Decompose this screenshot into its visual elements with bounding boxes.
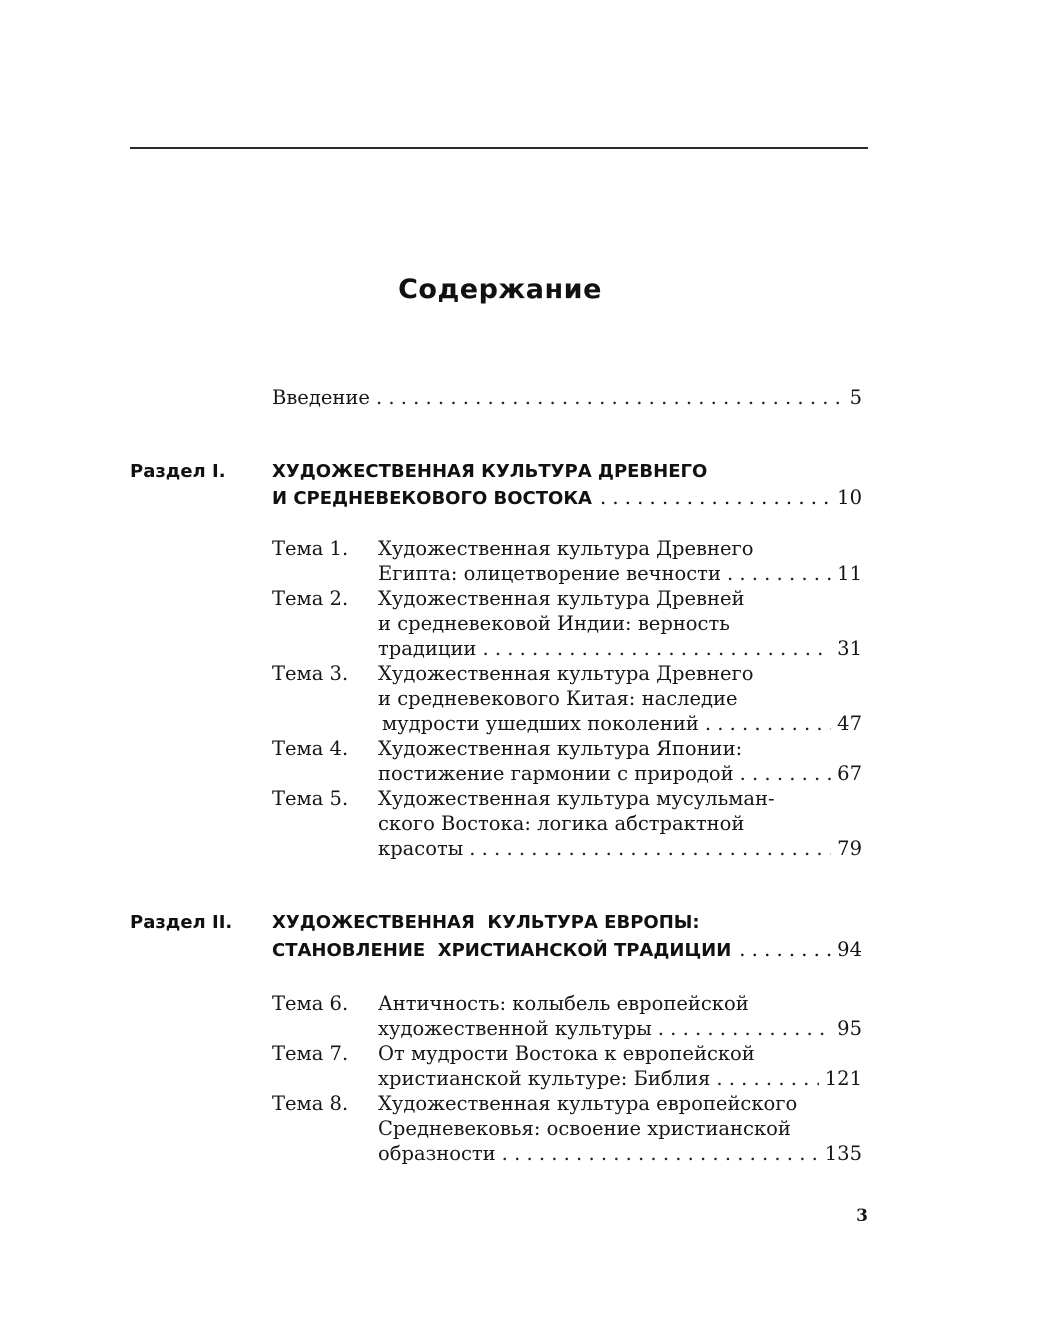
toc-page-number: 31: [837, 637, 862, 660]
topic-title-last-line[interactable]: [378, 561, 862, 586]
topic-label: Тема 5.: [272, 787, 349, 810]
topic-title-text: художественной культуры: [378, 1017, 652, 1040]
topic-title-line[interactable]: Средневековья: освоение христианской: [378, 1117, 791, 1140]
toc-page-number: 5: [849, 386, 862, 409]
topic-title-line[interactable]: Художественная культура Японии:: [378, 737, 743, 760]
toc-page-number: 47: [837, 712, 862, 735]
page-title: Содержание: [398, 274, 602, 305]
topic-title-last-line[interactable]: [378, 636, 862, 661]
section-heading-text: СТАНОВЛЕНИЕ ХРИСТИАНСКОЙ ТРАДИЦИИ: [272, 940, 732, 961]
leader-dots: [482, 636, 831, 661]
toc-entry-label: Введение: [272, 386, 370, 409]
topic-title-text: мудрости ушедших поколений: [382, 712, 699, 735]
topic-title-last-line[interactable]: [378, 1016, 862, 1041]
topic-title-line[interactable]: От мудрости Востока к европейской: [378, 1042, 755, 1065]
topic-label: Тема 7.: [272, 1042, 349, 1065]
header-rule: [130, 147, 868, 149]
toc-page-number: 11: [837, 562, 862, 585]
topic-label: Тема 8.: [272, 1092, 349, 1115]
topic-label: Тема 1.: [272, 537, 349, 560]
topic-title-line[interactable]: и средневековой Индии: верность: [378, 612, 730, 635]
leader-dots: [376, 385, 844, 410]
leader-dots: [502, 1141, 819, 1166]
topic-title-line[interactable]: ского Востока: логика абстрактной: [378, 812, 745, 835]
topic-title-last-line[interactable]: [378, 1066, 862, 1091]
topic-title-line[interactable]: и средневекового Китая: наследие: [378, 687, 738, 710]
page-number: 3: [856, 1206, 868, 1226]
topic-title-text: традиции: [378, 637, 477, 660]
section-label: Раздел I.: [130, 461, 226, 482]
topic-title-text: Египта: олицетворение вечности: [378, 562, 721, 585]
leader-dots: [740, 761, 832, 786]
leader-dots: [727, 561, 831, 586]
topic-label: Тема 4.: [272, 737, 349, 760]
topic-title-line[interactable]: Художественная культура Древнего: [378, 662, 754, 685]
toc-entry-intro[interactable]: [272, 385, 862, 410]
leader-dots: [716, 1066, 818, 1091]
section-heading-text: И СРЕДНЕВЕКОВОГО ВОСТОКА: [272, 488, 592, 509]
leader-dots: [739, 937, 831, 963]
leader-dots: [658, 1016, 831, 1041]
topic-title-text: образности: [378, 1142, 496, 1165]
toc-page-number: 95: [837, 1017, 862, 1040]
topic-title-text: постижение гармонии с природой: [378, 762, 734, 785]
topic-title-last-line[interactable]: [382, 711, 862, 736]
section-heading-line[interactable]: ХУДОЖЕСТВЕННАЯ КУЛЬТУРА ДРЕВНЕГО: [272, 461, 708, 482]
toc-page-number: 79: [837, 837, 862, 860]
section-heading-line[interactable]: [272, 485, 862, 512]
topic-label: Тема 2.: [272, 587, 349, 610]
topic-label: Тема 6.: [272, 992, 349, 1015]
topic-title-last-line[interactable]: [378, 836, 862, 861]
toc-page-number: 94: [837, 938, 862, 961]
section-label: Раздел II.: [130, 912, 233, 933]
topic-title-line[interactable]: Художественная культура мусульман-: [378, 787, 775, 810]
leader-dots: [705, 711, 831, 736]
topic-label: Тема 3.: [272, 662, 349, 685]
section-heading-line[interactable]: [272, 937, 862, 964]
topic-title-last-line[interactable]: [378, 761, 862, 786]
topic-title-text: христианской культуре: Библия: [378, 1067, 711, 1090]
topic-title-last-line[interactable]: [378, 1141, 862, 1166]
section-heading-line[interactable]: ХУДОЖЕСТВЕННАЯ КУЛЬТУРА ЕВРОПЫ:: [272, 912, 700, 933]
topic-title-line[interactable]: Античность: колыбель европейской: [378, 992, 749, 1015]
topic-title-line[interactable]: Художественная культура Древней: [378, 587, 745, 610]
leader-dots: [469, 836, 831, 861]
toc-page-number: 135: [824, 1142, 862, 1165]
leader-dots: [600, 485, 831, 511]
topic-title-line[interactable]: Художественная культура Древнего: [378, 537, 754, 560]
toc-page-number: 67: [837, 762, 862, 785]
topic-title-text: красоты: [378, 837, 464, 860]
toc-page-number: 121: [824, 1067, 862, 1090]
topic-title-line[interactable]: Художественная культура европейского: [378, 1092, 798, 1115]
toc-page-number: 10: [837, 486, 862, 509]
